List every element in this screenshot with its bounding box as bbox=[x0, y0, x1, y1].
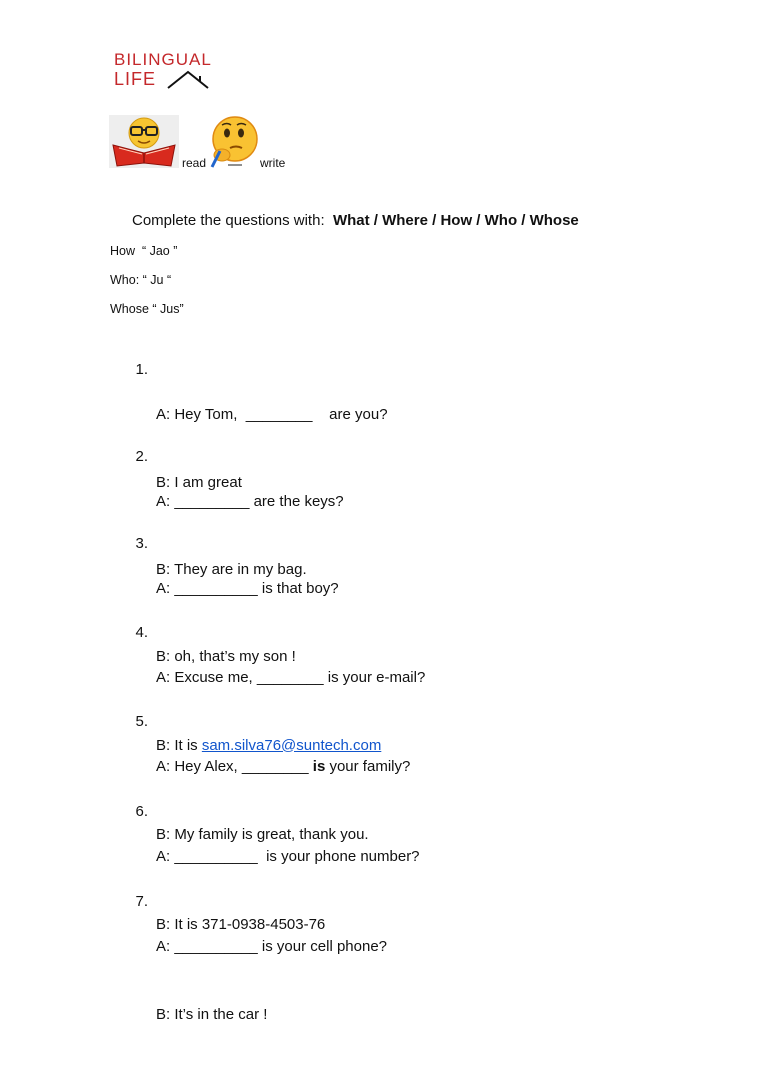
question-number: 6. bbox=[135, 803, 148, 820]
reading-emoji-icon bbox=[109, 115, 179, 168]
question-b-line: B: It’s in the car ! bbox=[156, 1005, 268, 1023]
question-a-line: A: Excuse me, ________ is your e-mail? bbox=[156, 669, 426, 686]
instruction-text: Complete the questions with: bbox=[132, 212, 325, 229]
question-b-line: B: oh, that’s my son ! bbox=[156, 647, 296, 665]
hint-how: How “ Jao ” bbox=[110, 244, 178, 258]
question-a-prefix: A: Hey Alex, ________ bbox=[156, 758, 313, 775]
question-a-line: A: __________ is that boy? bbox=[156, 580, 339, 597]
question-a-line: A: __________ is your cell phone? bbox=[156, 938, 388, 955]
question-b-line: B: I am great bbox=[156, 473, 242, 491]
hint-whose: Whose “ Jus” bbox=[110, 302, 184, 316]
email-link[interactable]: sam.silva76@suntech.com bbox=[201, 736, 382, 754]
write-caption: write bbox=[260, 156, 286, 170]
question-number: 1. bbox=[135, 361, 148, 378]
question-number: 7. bbox=[135, 893, 148, 910]
instruction bbox=[132, 212, 579, 229]
question-a-line: A: Hey Tom, ________ are you? bbox=[156, 406, 388, 423]
question-number: 3. bbox=[135, 535, 148, 552]
house-roof-icon bbox=[166, 68, 212, 90]
read-caption: read bbox=[182, 156, 207, 170]
question-b-line: B: My family is great, thank you. bbox=[156, 825, 369, 843]
question-a-suffix: your family? bbox=[325, 758, 411, 775]
question-number: 4. bbox=[135, 624, 148, 641]
logo-line1: BILINGUAL bbox=[114, 50, 212, 69]
question-a-line bbox=[156, 756, 410, 779]
thinking-writing-emoji-icon bbox=[208, 115, 260, 168]
question-a-line: A: _________ are the keys? bbox=[156, 493, 344, 510]
question-b-line: B: It is 371-0938-4503-76 bbox=[156, 915, 326, 933]
question-number: 2. bbox=[135, 448, 148, 465]
instruction-words: What / Where / How / Who / Whose bbox=[332, 212, 579, 229]
answer-prefix: B: It is bbox=[156, 736, 202, 754]
question-number: 5. bbox=[135, 713, 148, 730]
question-b-line: B: They are in my bag. bbox=[156, 560, 307, 578]
question-a-bold: is bbox=[312, 758, 326, 775]
logo-line2: LIFE bbox=[114, 69, 157, 89]
bilingual-life-logo bbox=[114, 50, 224, 90]
hint-who: Who: “ Ju “ bbox=[110, 273, 172, 287]
question-a-line: A: __________ is your phone number? bbox=[156, 848, 420, 865]
